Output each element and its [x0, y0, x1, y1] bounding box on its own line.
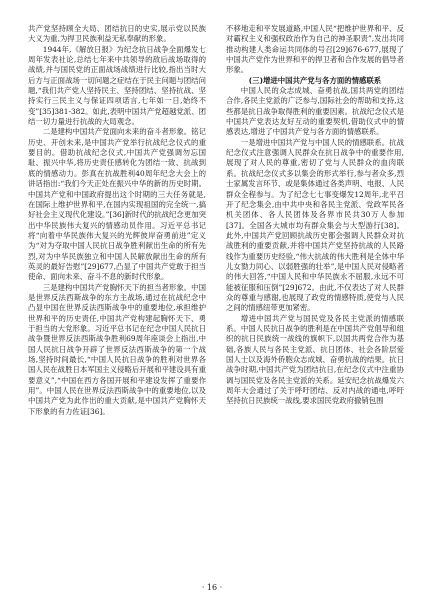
left-column — [28, 24, 206, 572]
paragraph: 1944年,《解放日报》为纪念抗日战争全面爆发七周年发表社论,总结七年来中共领导的敌后战场取得的战绩,并与国民党的正面战场战绩进行比较,指出当时大后方与正面战场一切问题之症结在于民主问题与团结问题,“我们共产党人坚持民主、坚持团结、坚持抗战、坚持实行三民主义与保证四项诺言,七年如一日,始终不变”[35]381-382。如此,表明中国共产党超越党派、团结一切力量进行抗战的大局观念。 — [28, 44, 206, 127]
paragraph: 共产党坚持顾全大局、团结抗日的史实,展示党以民族大义为重,为捍卫民族利益无私奉献的形象。 — [28, 24, 206, 44]
document-page — [28, 24, 404, 572]
paragraph: 一是增进中国共产党与中国人民的情感联系。抗战纪念仪式注意强调人民群众在抗日战争中的重要作用,展现了对人民的尊重,密切了党与人民群众的血肉联系。抗战纪念仪式多以集会的形式举行,参与者众多,烈士家属发言环节、或是集体通过各类声明、电报、人民群众全程参与。为了纪念七七事变爆发12周年,北平召开了纪念集会,由中共中央和各民主党派、党政军民各机关团体、各人民团体及各界市民共30万人参加[37]。全国各大城市均有群众集会与大型游行[38]。此外,中国共产党回顾抗战历史都会强调人民群众对抗战胜利的重要贡献,并将中国共产党坚持抗战的人民路线作为重要历史经验,“伟大抗战的伟大胜利是全体中华儿女勠力同心、以弱胜强的壮举”,是中国人民对侵略者的伟大回答,“中国人民和中华民族永不屈服,永远不可能被征服和压倒”[29]672。由此,不仅表达了对人民群众的尊重与感谢,也展现了政党的情感特质,使党与人民之间的情感纽带更加紧密。 — [226, 137, 404, 313]
paragraph: 中国人民的众志成城、奋勇抗战,国共两党的团结合作,各民主党派的广泛参与,国际社会的帮助和支持,这些都是抗日战争取得胜利的重要因素。抗战纪念仪式是中国共产党表达友好互动的重要契机,借助仪式中的情感表达,增进了中国共产党与各方面的情感联系。 — [226, 86, 404, 137]
page-number: · 16 · — [201, 583, 223, 592]
paragraph: 不移地走和平发展道路,中国人民“把维护世界和平、反对霸权主义和强权政治作为自己的神圣职责”,发出共同推动构建人类命运共同体的号召[29]676-677,展现了中国共产党作为世界和平的捍卫者和合作发展的倡导者形象。 — [226, 24, 404, 75]
paragraph: 二是建构中国共产党面向未来的奋斗者形象。铭记历史、开创未来,是中国共产党举行抗战纪念仪式的重要目的。借助抗战纪念仪式,中国共产党强调勿忘国耻、振兴中华,将历史责任感转化为团结一致、抗战到底的情感动力。彭真在抗战胜利40周年纪念大会上的讲话指出:“我们今天正处在振兴中华的新的历史时期。中国共产党和中国政府提出这个时期的三大任务就是,在国际上维护世界和平,在国内实现祖国的完全统一,搞好社会主义现代化建设。”[36]新时代的抗战纪念更加突出中华民族伟大复兴的情感动员作用。习近平总书记将“向着中华民族伟大复兴的光辉彼岸奋勇前进”定义为“对为夺取中国人民抗日战争胜利献出生命的所有先烈,对为中华民族独立和中国人民解放献出生命的所有英灵的最好告慰”[29]677,凸显了中国共产党敢于担当使命、面向未来、奋斗不息的新时代形象。 — [28, 127, 206, 282]
section-heading: (三)增进中国共产党与各方面的情感联系 — [248, 75, 382, 85]
paragraph: 增进中国共产党与国民党及各民主党派的情感联系。中国人民抗日战争的胜利是在中国共产党倡导和组织的抗日民族统一战线的旗帜下,以国共两党合作为基础,各族人民与各民主党派、抗日团体、社会各阶层爱国人士以及海外侨胞众志成城、奋勇抗战的结果。抗日战争时期,中国共产党为团结抗日,在纪念仪式中注重协调与国民党及各民主党派的关系。延安纪念抗战爆发六周年大会通过了关于呼吁团结、反对内战的通电,呼吁坚持抗日民族统一战线,要求国民党政府撤销包围 — [226, 313, 404, 406]
paragraph: 三是建构中国共产党胸怀天下的担当者形象。中国是世界反法西斯战争的东方主战场,通过在抗战纪念中凸显中国在世界反法西斯战争中的重要地位,承担维护世界和平的历史责任,中国共产党构建起胸怀天下、勇于担当的大党形象。习近平总书记在纪念中国人民抗日战争暨世界反法西斯战争胜利69周年座谈会上指出,中国人民抗日战争开辟了世界反法西斯战争的第一个战场,坚持时间最长,“中国人民抗日战争的胜利对世界各国人民在战胜日本军国主义侵略后开展和平建设具有重要意义”,“中国在西方各国开展和平建设发挥了重要作用”。中国人民在世界反法西斯战争中的重要地位,以及中国共产党为此作出的重大贡献,是中国共产党胸怀天下形象的有力佐证[36]。 — [28, 282, 206, 416]
right-column — [226, 24, 404, 572]
